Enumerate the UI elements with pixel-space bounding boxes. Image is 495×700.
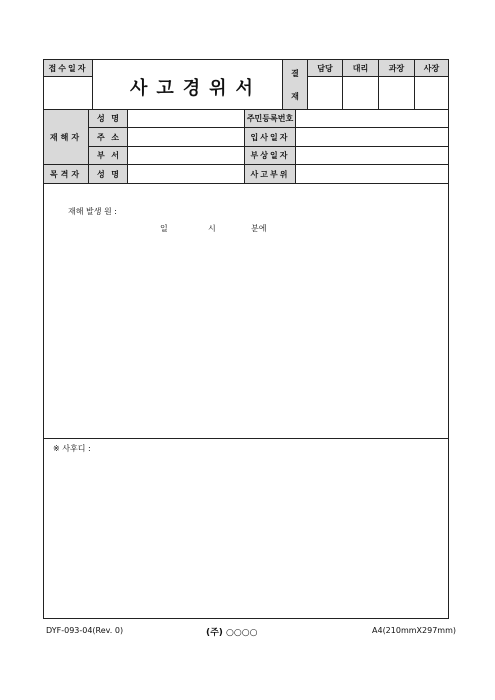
approver-staff-text: 담당 [317,63,333,73]
accident-day-label: 일 [160,224,168,233]
victim-name-label-a: 성 [97,114,105,123]
receipt-date-field[interactable] [43,76,93,110]
approver-staff-sign[interactable] [307,76,343,110]
aftermath-area[interactable] [43,438,449,619]
injury-date-field[interactable] [295,146,449,165]
victim-address-label [88,127,128,147]
approval-label-top: 결 [291,68,299,78]
approver-assistant-label [342,59,379,77]
victim-dept-label [88,146,128,165]
company-name: (주) ○○○○ [206,628,258,638]
victim-name-field[interactable] [127,109,245,128]
paper-size: A4(210mmX297mm) [372,626,456,635]
join-date-label-text: 입사일자 [250,132,290,142]
approver-assistant-sign[interactable] [342,76,379,110]
receipt-date-label-text: 접수일자 [48,63,88,73]
approver-manager-label [378,59,415,77]
victim-dept-label-a: 부 [97,151,105,160]
id-number-field[interactable] [295,109,449,128]
accident-cause-label: 재해 발생 원 : [68,207,117,216]
victim-address-field[interactable] [127,127,245,147]
witness-name-label-a: 성 [97,169,105,179]
injury-part-label-text: 사고부위 [250,169,290,179]
victim-address-label-a: 주 [97,132,105,142]
approver-president-label [414,59,449,77]
approver-manager-sign[interactable] [378,76,415,110]
approval-label-bottom: 재 [291,91,299,101]
witness-name-label [88,164,128,184]
victim-name-label-b: 명 [111,114,119,123]
injury-date-label [244,146,296,165]
victim-address-label-b: 소 [111,132,119,142]
approval-label [282,59,308,110]
accident-hour-label: 시 [208,224,216,233]
receipt-date-label [43,59,93,77]
doc-code: DYF-093-04(Rev. 0) [46,626,124,635]
victim-name-label [88,109,128,128]
accident-description-area[interactable] [43,183,449,439]
approver-assistant-text: 대리 [352,63,369,73]
approver-president-text: 사장 [423,63,440,73]
witness-section-text: 목격자 [49,169,83,179]
injury-part-field[interactable] [295,164,449,184]
id-number-label [244,109,296,128]
witness-name-field[interactable] [127,164,245,184]
victim-section-label [43,109,89,165]
id-number-label-text: 주민등록번호 [246,114,294,123]
victim-dept-field[interactable] [127,146,245,165]
join-date-field[interactable] [295,127,449,147]
join-date-label [244,127,296,147]
injury-part-label [244,164,296,184]
approver-president-sign[interactable] [414,76,449,110]
approver-manager-text: 과장 [388,63,405,73]
witness-section-label [43,164,89,184]
aftermath-label: ※ 사후디 : [53,444,91,453]
victim-dept-label-b: 서 [111,151,119,160]
document-title: 사고경위서 [130,78,262,99]
witness-name-label-b: 명 [111,169,119,179]
accident-minute-label: 분에 [251,224,267,233]
victim-section-text: 재해자 [49,132,83,142]
injury-date-label-text: 부상일자 [250,151,290,160]
approver-staff-label [307,59,343,77]
